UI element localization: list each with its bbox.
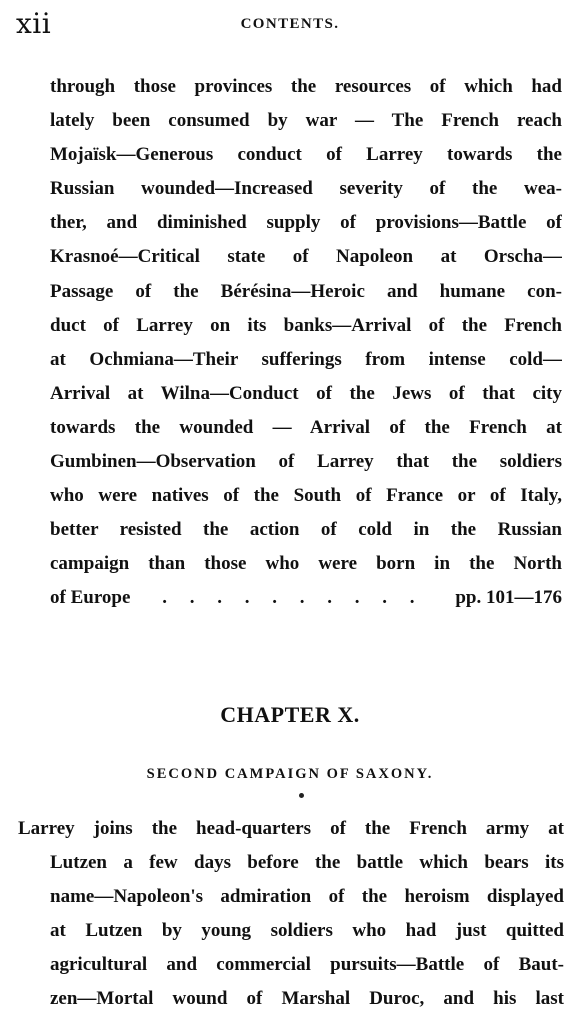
text-line: better resisted the action of cold in the Russian xyxy=(50,519,562,541)
page-number: xii xyxy=(16,7,52,40)
chapter-subtitle: SECOND CAMPAIGN OF SAXONY. xyxy=(146,766,434,782)
text-line: Lutzen a few days before the battle which bears its xyxy=(50,852,564,873)
text-line: duct of Larrey on its banks—Arrival of the French xyxy=(50,314,562,336)
text-line: campaign than those who were born in the North xyxy=(50,553,562,575)
text-line: Gumbinen—Observation of Larrey that the soldiers xyxy=(50,451,562,473)
page-header xyxy=(0,8,580,40)
chapter-title: CHAPTER X. xyxy=(220,702,360,727)
text-line: Krasnoé—Critical state of Napoleon at Orscha— xyxy=(50,246,562,268)
text-line: lately been consumed by war — The French reach xyxy=(50,110,562,132)
text-line: Arrival at Wilna—Conduct of the Jews of that city xyxy=(50,382,562,404)
chapter-summary-paragraph xyxy=(18,812,564,1016)
text-line: at Lutzen by young soldiers who had just quitted xyxy=(50,920,564,941)
text-line: name—Napoleon's admiration of the heroism displayed xyxy=(50,886,564,907)
page-reference: pp. 101—176 xyxy=(455,587,562,609)
text-line: Larrey joins the head-quarters of the French army at xyxy=(18,818,564,839)
ornament-dot xyxy=(299,793,304,798)
text-line: at Ochmiana—Their sufferings from intense cold— xyxy=(50,348,562,370)
leader-dots: . . . . . . . . . . xyxy=(162,587,424,609)
text-line: agricultural and commercial pursuits—Battle of Baut- xyxy=(50,954,564,975)
text-line: through those provinces the resources of which had xyxy=(50,76,562,97)
text-line: Mojaïsk—Generous conduct of Larrey towards the xyxy=(50,144,562,166)
final-line-text: of Europe xyxy=(50,587,131,609)
text-line: Passage of the Bérésina—Heroic and humane con- xyxy=(50,280,562,302)
contents-continuation-paragraph xyxy=(50,70,562,616)
text-line: ther, and diminished supply of provisions—Battle of xyxy=(50,212,562,234)
running-head: CONTENTS. xyxy=(240,16,340,32)
text-line: Russian wounded—Increased severity of the wea- xyxy=(50,178,562,200)
text-line: zen—Mortal wound of Marshal Duroc, and his last xyxy=(50,988,564,1009)
text-line: who were natives of the South of France or of Italy, xyxy=(50,485,562,507)
text-line: towards the wounded — Arrival of the French at xyxy=(50,416,562,438)
final-entry-line xyxy=(50,581,562,615)
